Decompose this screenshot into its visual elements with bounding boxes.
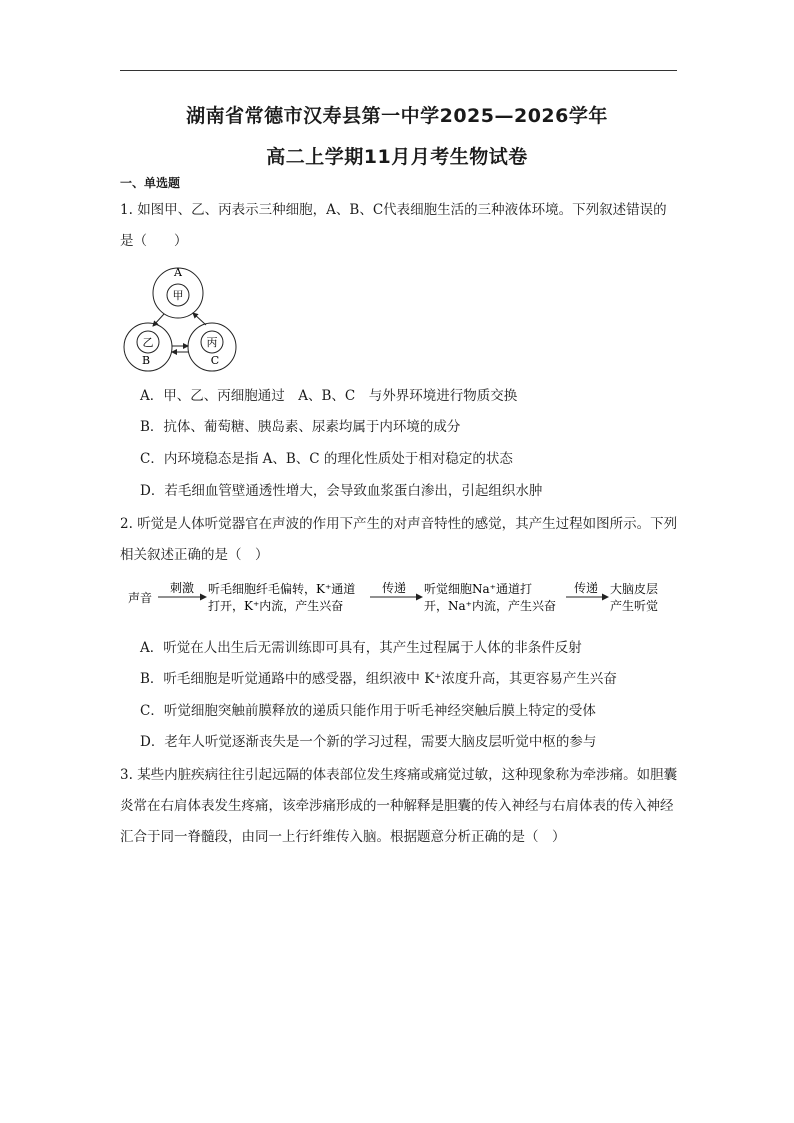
question-number: 3. — [120, 767, 133, 783]
label-b: B — [141, 354, 151, 367]
q2-option-b[interactable]: B．听毛细胞是听觉通路中的感受器，组织液中 K⁺浓度升高，其更容易产生兴奋 — [140, 671, 617, 687]
flow-step1-line2: 打开，K⁺内流，产生兴奋 — [208, 599, 344, 613]
q1-option-a[interactable]: A．甲、乙、丙细胞通过 A、B、C 与外界环境进行物质交换 — [140, 388, 518, 404]
cell-environment-diagram — [120, 262, 240, 372]
arrow-c-to-a — [193, 313, 206, 325]
q2-option-a[interactable]: A．听觉在人出生后无需训练即可具有，其产生过程属于人体的非条件反射 — [140, 640, 582, 656]
header-rule — [120, 70, 677, 71]
question-2 — [120, 509, 680, 571]
node-c — [188, 323, 236, 371]
label-a: A — [174, 266, 182, 279]
question-text: 某些内脏疾病往往引起远隔的体表部位发生疼痛或痛觉过敏，这种现象称为牵涉痛。如胆囊炎常在右肩体表发生疼痛，该牵涉痛形成的一种解释是胆囊的传入神经与右肩体表的传入神经汇合于同一脊髓段，由同一上行纤维传入脑。根据题意分析正确的是（ ） — [120, 767, 678, 845]
node-a — [153, 266, 203, 318]
q1-option-c[interactable]: C．内环境稳态是指 A、B、C 的理化性质处于相对稳定的状态 — [140, 451, 513, 467]
cell-yi: 乙 — [142, 336, 154, 349]
page-title: 湖南省常德市汉寿县第一中学2025—2026学年 — [186, 105, 608, 127]
question-text: 听觉是人体听觉器官在声波的作用下产生的对声音特性的感觉，其产生过程如图所示。下列相关叙述正确的是（ ） — [120, 516, 678, 563]
q1-option-b[interactable]: B．抗体、葡萄糖、胰岛素、尿素均属于内环境的成分 — [140, 419, 461, 435]
q2-option-d[interactable]: D．老年人听觉逐渐丧失是一个新的学习过程，需要大脑皮层听觉中枢的参与 — [140, 734, 597, 750]
flow-step2-line2: 开，Na⁺内流，产生兴奋 — [424, 599, 556, 613]
q1-option-d[interactable]: D．若毛细血管壁通透性增大，会导致血浆蛋白渗出，引起组织水肿 — [140, 483, 543, 499]
label-c: C — [210, 354, 220, 367]
section-heading: 一、单选题 — [120, 176, 181, 190]
node-b — [124, 323, 172, 371]
flow-end-line2: 产生听觉 — [610, 599, 659, 613]
question-3 — [120, 760, 680, 853]
flow-start: 声音 — [128, 591, 153, 605]
question-number: 2. — [120, 516, 133, 532]
q2-option-c[interactable]: C．听觉细胞突触前膜释放的递质只能作用于听毛神经突触后膜上特定的受体 — [140, 703, 596, 719]
flow-arrow-3-label: 传递 — [573, 581, 599, 595]
question-1 — [120, 195, 680, 257]
flow-arrow-1-label: 刺激 — [169, 581, 195, 595]
question-text: 如图甲、乙、丙表示三种细胞，A、B、C代表细胞生活的三种液体环境。下列叙述错误的是（ ） — [120, 202, 667, 249]
flow-end-line1: 大脑皮层 — [610, 582, 659, 596]
arrow-a-to-b — [153, 314, 164, 326]
flow-step1-line1: 听毛细胞纤毛偏转，K⁺通道 — [208, 582, 356, 596]
question-number: 1. — [120, 202, 133, 218]
flow-arrow-2-label: 传递 — [381, 581, 407, 595]
cell-jia: 甲 — [172, 289, 184, 302]
page-subtitle: 高二上学期11月月考生物试卷 — [266, 146, 528, 168]
hearing-flow-diagram — [120, 578, 680, 620]
flow-step2-line1: 听觉细胞Na⁺通道打 — [424, 582, 532, 596]
cell-bing: 丙 — [206, 336, 218, 349]
